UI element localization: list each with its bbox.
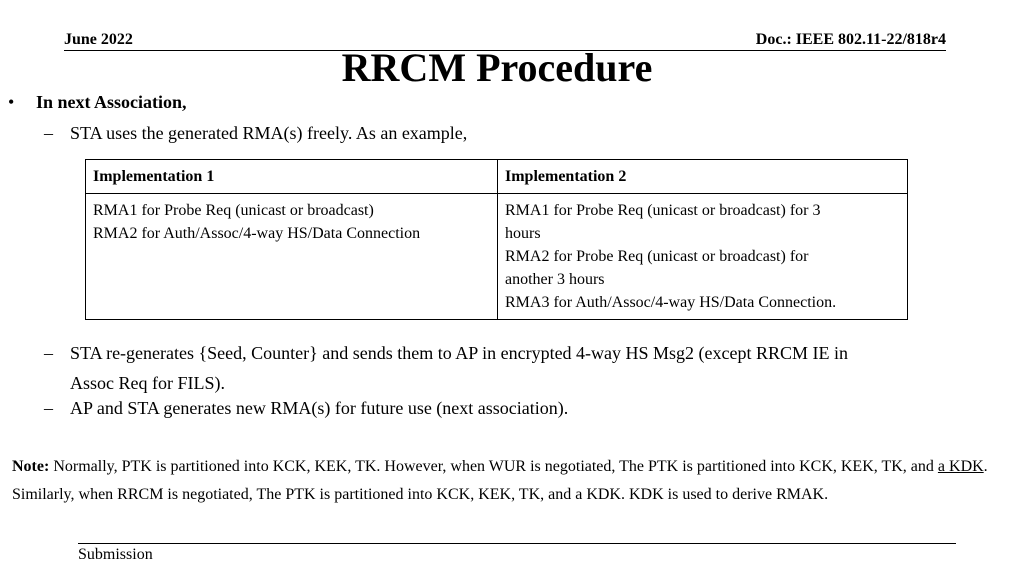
table-header-impl1: Implementation 1 [86, 160, 498, 194]
sub-bullet-2-text: STA re-generates {Seed, Counter} and sends them to AP in encrypted 4-way HS Msg2 (except RRCM IE in [70, 343, 849, 363]
footer-divider [78, 543, 956, 544]
slide-title: RRCM Procedure [341, 45, 653, 90]
header-doc-id: Doc.: IEEE 802.11-22/818r4 [755, 31, 946, 48]
bullet-level1 [8, 92, 187, 113]
table-cell-line: RMA1 for Probe Req (unicast or broadcast) for 3 [505, 202, 821, 219]
note-text-b: . Similarly, when RRCM is negotiated, The PTK is partitioned into KCK, KEK, TK, and a KDK. KDK is used to derive RMAK. [12, 458, 988, 503]
table-header-row [86, 160, 908, 194]
table-cell-line: RMA3 for Auth/Assoc/4-way HS/Data Connection. [505, 294, 837, 311]
note-underlined-text: a KDK [937, 458, 984, 475]
table-cell-impl2 [498, 194, 908, 320]
table-cell-line: RMA2 for Auth/Assoc/4-way HS/Data Connection [93, 225, 421, 242]
table-header-impl2: Implementation 2 [498, 160, 908, 194]
dash-icon: – [44, 398, 53, 418]
note-label: Note: [12, 458, 50, 475]
table-row [86, 194, 908, 320]
sub-bullet-1-text: STA uses the generated RMA(s) freely. As an example, [70, 123, 468, 143]
bullet-level1-text: In next Association, [36, 92, 187, 112]
implementation-table [85, 159, 908, 320]
header-date: June 2022 [64, 31, 133, 48]
table-cell-line: another 3 hours [505, 271, 605, 288]
sub-bullet-2-continuation: Assoc Req for FILS). [70, 373, 225, 393]
dash-icon: – [44, 343, 53, 363]
table-cell-impl1 [86, 194, 498, 320]
note-text-a: Normally, PTK is partitioned into KCK, KEK, TK. However, when WUR is negotiated, The PTK is partitioned into KCK, KEK, TK, and [49, 458, 938, 475]
sub-bullet-3-text: AP and STA generates new RMA(s) for future use (next association). [70, 398, 569, 418]
dash-icon: – [44, 123, 53, 143]
sub-bullet-1 [44, 123, 467, 144]
note-paragraph [12, 453, 1012, 509]
footer-submission: Submission [78, 546, 153, 563]
sub-bullet-3 [44, 398, 568, 419]
table-cell-line: hours [505, 225, 541, 242]
table-cell-line: RMA1 for Probe Req (unicast or broadcast) [93, 202, 374, 219]
table-cell-line: RMA2 for Probe Req (unicast or broadcast) for [505, 248, 809, 265]
bullet-dot-icon: • [8, 92, 15, 112]
sub-bullet-2 [44, 338, 1014, 398]
